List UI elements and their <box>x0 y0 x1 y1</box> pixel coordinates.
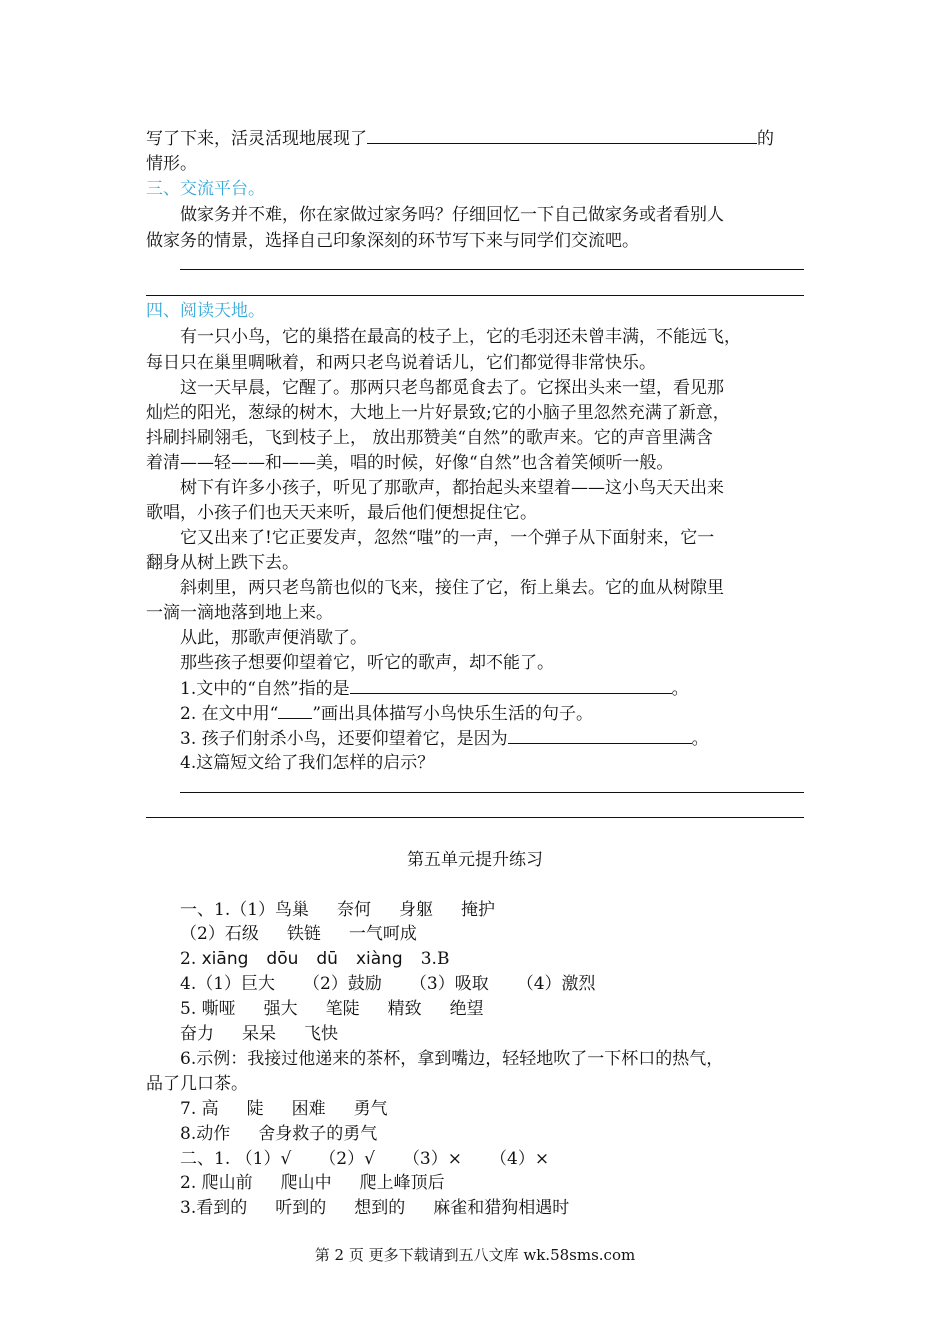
answer-word: 麻雀和猎狗相遇时 <box>433 1198 570 1218</box>
answer-word: 铁链 <box>286 924 321 944</box>
paragraph-line: 斜刺里，两只老鸟箭也似的飞来，接住了它，衔上巢去。它的血从树隙里 <box>180 578 724 598</box>
question-text: 3. 孩子们射杀小鸟，还要仰望着它，是因为 <box>180 729 508 749</box>
paragraph-line: 每日只在巢里啁啾着，和两只老鸟说着话儿，它们都觉得非常快乐。 <box>146 353 656 373</box>
answer-word: 勇气 <box>353 1099 388 1119</box>
answer-word: 精致 <box>387 999 422 1019</box>
answer-line <box>180 1196 844 1220</box>
answer-word: 绝望 <box>449 999 484 1019</box>
answer-line: 品了几口茶。 <box>146 1074 248 1094</box>
answer-blank <box>508 726 692 744</box>
answer-word: 二、1. （1）√ <box>180 1149 292 1169</box>
answer-word: 飞快 <box>304 1024 338 1044</box>
question-text: 。 <box>691 729 709 749</box>
answer-word: （3）吸取 <box>409 974 489 994</box>
paragraph-line: 有一只小鸟，它的巢搭在最高的枝子上，它的毛羽还未曾丰满，不能远飞， <box>180 327 741 347</box>
answer-blank <box>367 126 757 144</box>
paragraph-line: 从此，那歌声便消歇了。 <box>180 628 367 648</box>
paragraph-line: 着清——轻——和——美，唱的时候，好像“自然”也含着笑倾听一般。 <box>146 453 674 473</box>
question-text: 1.文中的“自然”指的是 <box>180 679 350 699</box>
text-line <box>146 126 810 151</box>
paragraph-line: 这一天早晨，它醒了。那两只老鸟都觅食去了。它探出头来一望，看见那 <box>180 378 724 398</box>
pinyin: dū <box>316 949 338 969</box>
line-text: 的 <box>757 129 774 149</box>
answer-word: 身躯 <box>399 900 434 920</box>
answer-line <box>180 1147 844 1171</box>
writing-line <box>180 792 804 793</box>
answer-word: 7. 高 <box>180 1099 219 1119</box>
answer-word: 奈何 <box>337 900 372 920</box>
answer-word: （4）激烈 <box>516 974 596 994</box>
question-text: 2. 在文中用“ <box>180 704 279 724</box>
answer-line <box>180 972 844 996</box>
paragraph-line: 抖刷抖刷翎毛，飞到枝子上， 放出那赞美“自然”的歌声来。它的声音里满含 <box>146 428 713 448</box>
answer-word: 困难 <box>291 1099 326 1119</box>
paragraph-line: 做家务并不难，你在家做过家务吗？仔细回忆一下自己做家务或者看别人 <box>180 205 724 225</box>
page-footer: 第 2 页 更多下载请到五八文库 wk.58sms.com <box>314 1246 636 1264</box>
answer-word: 一、1.（1）鸟巢 <box>180 900 310 920</box>
question-text: 。 <box>671 679 689 699</box>
answer-word: 想到的 <box>354 1198 406 1218</box>
answer-word: （3）× <box>402 1149 462 1169</box>
question-3 <box>180 726 844 751</box>
answer-word: 8.动作 <box>180 1124 231 1144</box>
answer-word: 陡 <box>246 1099 264 1119</box>
answer-word: 奋力 <box>180 1024 214 1044</box>
pinyin: xiāng <box>201 949 249 969</box>
answer-word: 爬山中 <box>280 1173 332 1193</box>
paragraph-line: 那些孩子想要仰望着它，听它的歌声，却不能了。 <box>180 653 554 673</box>
answer-word: （2）石级 <box>180 924 259 944</box>
answer-line <box>180 898 844 922</box>
answer-word: 一气呵成 <box>348 924 417 944</box>
answer-line <box>180 997 844 1021</box>
answer-word: （2）鼓励 <box>303 974 382 994</box>
answer-line <box>180 1022 844 1046</box>
paragraph-line: 做家务的情景，选择自己印象深刻的环节写下来与同学们交流吧。 <box>146 231 639 251</box>
answer-line: 6.示例：我接过他递来的茶杯，拿到嘴边，轻轻地吹了一下杯口的热气， <box>180 1049 724 1069</box>
answer-word: 3.B <box>420 949 450 969</box>
answers-title: 第五单元提升练习 <box>407 850 543 870</box>
section-heading: 四、阅读天地。 <box>146 301 265 321</box>
section-heading: 三、交流平台。 <box>146 179 265 199</box>
answer-word: 听到的 <box>275 1198 327 1218</box>
answer-word: 舍身救子的勇气 <box>258 1124 378 1144</box>
writing-line <box>146 295 804 296</box>
answer-line <box>180 1171 844 1195</box>
answer-word: 掩护 <box>461 900 496 920</box>
question-text: ”画出具体描写小鸟快乐生活的句子。 <box>312 704 594 724</box>
writing-line <box>180 269 804 270</box>
answer-line <box>180 947 844 971</box>
writing-line <box>146 817 804 818</box>
pinyin: xiàng <box>355 949 403 969</box>
answer-word: （2）√ <box>319 1149 375 1169</box>
question-2 <box>180 701 844 726</box>
paragraph-line: 树下有许多小孩子，听见了那歌声，都抬起头来望着——这小鸟天天出来 <box>180 478 724 498</box>
answer-word: 4.（1）巨大 <box>180 974 276 994</box>
answer-line <box>180 1097 844 1121</box>
pinyin: dōu <box>266 949 299 969</box>
answer-word: 3.看到的 <box>180 1198 248 1218</box>
answer-word: 笔陡 <box>325 999 360 1019</box>
text-line: 情形。 <box>146 154 197 174</box>
paragraph-line: 翻身从树上跌下去。 <box>146 553 299 573</box>
answer-blank <box>350 676 672 694</box>
answer-word: （4）× <box>490 1149 550 1169</box>
answer-line <box>180 922 844 946</box>
paragraph-line: 灿烂的阳光，葱绿的树木，大地上一片好景致;它的小脑子里忽然充满了新意， <box>146 403 730 423</box>
paragraph-line: 歌唱，小孩子们也天天来听，最后他们便想捉住它。 <box>146 503 537 523</box>
answer-line <box>180 1122 844 1146</box>
answer-blank <box>278 701 312 719</box>
answer-word: 5. 嘶哑 <box>180 999 236 1019</box>
answer-word: 2. <box>180 949 202 969</box>
paragraph-line: 它又出来了!它正要发声，忽然“嗤”的一声，一个弹子从下面射来，它一 <box>180 528 715 548</box>
question-4: 4.这篇短文给了我们怎样的启示？ <box>180 753 435 773</box>
answer-word: 2. 爬山前 <box>180 1173 253 1193</box>
line-text: 写了下来，活灵活现地展现了 <box>146 129 367 149</box>
answer-word: 呆呆 <box>242 1024 276 1044</box>
question-1 <box>180 676 844 701</box>
answer-word: 强大 <box>263 999 298 1019</box>
paragraph-line: 一滴一滴地落到地上来。 <box>146 603 333 623</box>
answer-word: 爬上峰顶后 <box>359 1173 445 1193</box>
